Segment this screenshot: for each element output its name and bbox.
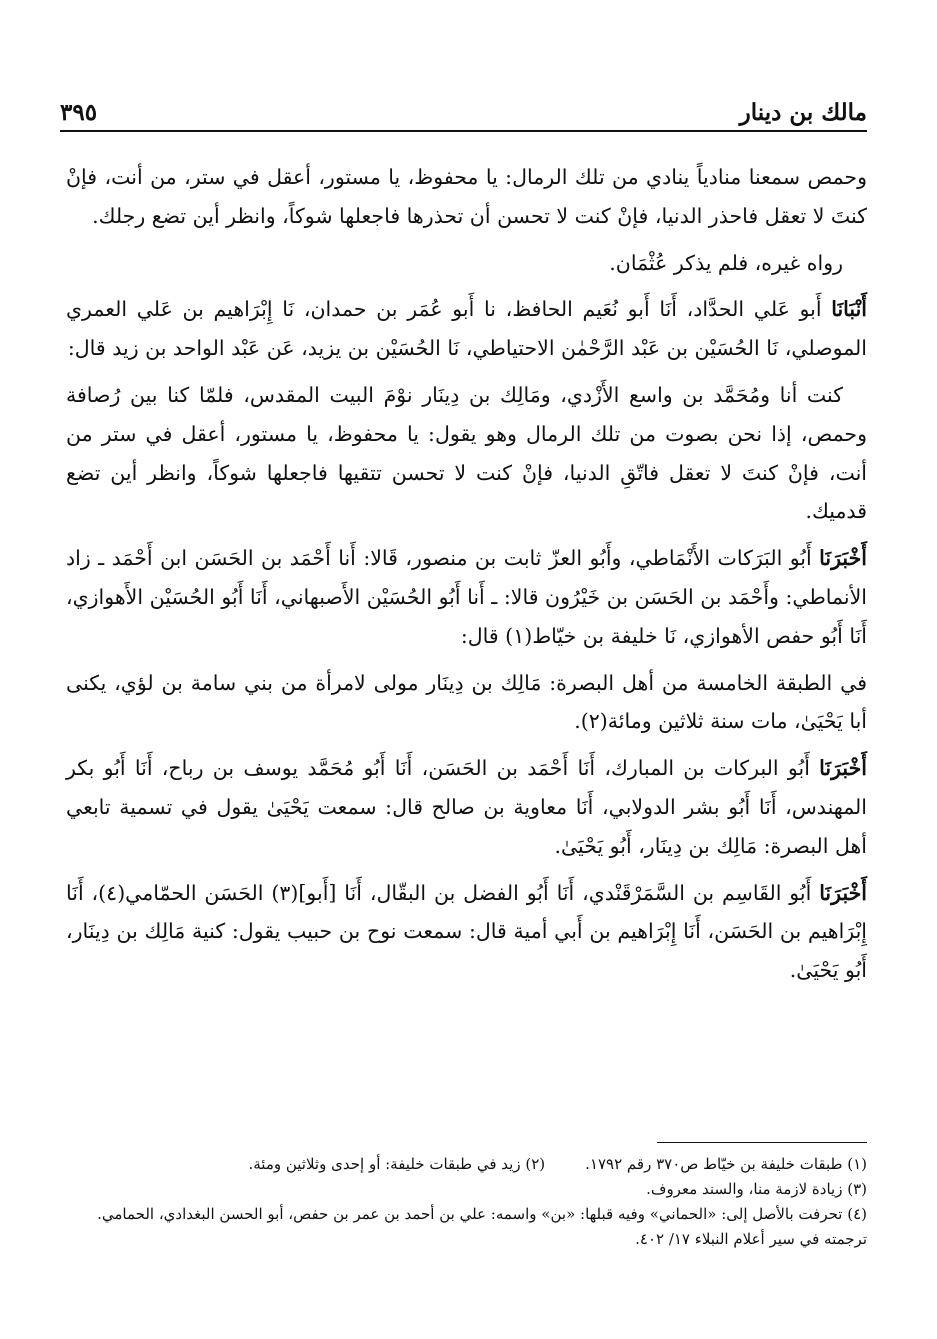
paragraph-text: أَبو عَلي الحدَّاد، أَنَا أَبو نُعَيم الحافظ، نا أَبو عُمَر بن حمدان، نَا إِبْرَاهيم بن عَلي العمري الموصلي، نَا الحُسَيْن بن عَبْد الرَّحْمٰن الاحتياطي، نَا الحُسَيْن بن يزيد، عَن عَبْد الواحد بن زيد قال: xyxy=(66,297,867,361)
paragraph-text: أَبُو القَاسِم بن السَّمَرْقَنْدي، أَنَا أَبُو الفضل بن البقّال، أَنَا [أَبو](٣) الحَسَن الحمّامي(٤)، أَنَا إِبْرَاهيم بن الحَسَن، أَنَا إِبْرَاهيم بن أَبي أمية قال: سمعت نوح بن حبيب يقول: كنية مَالِك بن دِينَار، أَبُو يَحْيَىٰ. xyxy=(66,880,867,983)
footnotes xyxy=(66,1152,867,1252)
paragraph xyxy=(66,244,867,283)
paragraph-text: أَبُو البَرَكات الأَنْمَاطي، وأَبُو العزّ ثابت بن منصور، قَالا: أَنا أَحْمَد بن الحَسَن ابن أَحْمَد ـ زاد الأنماطي: وأَحْمَد بن الحَسَن بن خَيْرُون قالا: ـ أَنا أَبُو الحُسَيْن الأَصبهاني، أَنَا أَبُو الحُسَيْن الأَهوازي، أَنَا أَبُو حفص الأهوازي، نَا خليفة بن خيّاط(١) قال: xyxy=(66,546,867,648)
paragraph-text: كنت أنا ومُحَمَّد بن واسع الأَزْدي، ومَالِك بن دِينَار نوْمَ البيت المقدس، فلمّا كنا بين رُصافة وحمص، إذا نحن بصوت من تلك الرمال وهو يقول: يا محفوظ، يا مستور، أعقل في ستر من أنت، فإنْ كنتَ لا تعقل فاتّقِ الدنيا، فإنْ كنت لا تحسن تتقيها فاجعلها شوكاً، وانظر أين تضع قدميك. xyxy=(66,382,867,524)
footnote-row xyxy=(66,1152,867,1177)
paragraph-text: وحمص سمعنا منادياً ينادي من تلك الرمال: يا محفوظ، يا مستور، أعقل في ستر، من أنت، فإنْ كنتَ لا تعقل فاحذر الدنيا، فإنْ كنت لا تحسن أن تحذرها فاجعلها شوكاً، وانظر أين تضع رجلك. xyxy=(66,165,867,228)
main-text xyxy=(66,158,867,998)
footnote-3: (٣) زيادة لازمة منا، والسند معروف. xyxy=(646,1180,867,1198)
paragraph xyxy=(66,664,867,742)
footnote-2: (٢) زيد في طبقات خليفة: أو إحدى وثلاثين ومئة. xyxy=(248,1155,546,1173)
paragraph-text: أَبُو البركات بن المبارك، أَنَا أَحْمَد بن الحَسَن، أَنَا أَبُو مُحَمَّد يوسف بن رباح، أَنَا أَبُو بكر المهندس، أَنَا أَبُو بشر الدولابي، أَنَا معاوية بن صالح قال: سمعت يَحْيَىٰ يقول في تسمية تابعي أهل البصرة: مَالِك بن دِينَار، أَبُو يَحْيَىٰ. xyxy=(66,756,867,858)
footnote-4: (٤) تحرفت بالأصل إلى: «الحماني» وفيه قبلها: «بن» واسمه: علي بن أحمد بن عمر بن حفص، أبو الحسن البغدادي، الحمامي. ترجمته في سير أعلام النبلاء ١٧/ ٤٠٢. xyxy=(97,1205,867,1248)
running-title: مالك بن دينار xyxy=(739,99,867,126)
paragraph-text: في الطبقة الخامسة من أهل البصرة: مَالِك بن دِينَار مولى لامرأة من بني سامة بن لؤي، يكنى أبا يَحْيَىٰ، مات سنة ثلاثين ومائة(٢). xyxy=(66,670,867,734)
paragraph-text: رواه غيره، فلم يذكر عُثْمَان. xyxy=(609,250,843,275)
isnad-lead: أَخْبَرَنَا xyxy=(819,756,867,781)
isnad-lead: أَخْبَرَنَا xyxy=(819,880,868,905)
header-rule xyxy=(60,130,867,132)
paragraph xyxy=(66,158,867,236)
paragraph xyxy=(66,290,867,368)
page-number: ٣٩٥ xyxy=(60,99,98,126)
isnad-lead: أَنْبَانَا xyxy=(831,297,867,322)
footnote-1: (١) طبقات خليفة بن خيّاط ص٣٧٠ رقم ١٧٩٢. xyxy=(585,1155,867,1173)
page-header xyxy=(60,86,867,126)
paragraph xyxy=(66,874,867,990)
isnad-lead: أَخْبَرَنَا xyxy=(819,546,867,571)
paragraph xyxy=(66,749,867,865)
paragraph xyxy=(66,539,867,655)
footnote-rule xyxy=(657,1142,867,1143)
paragraph xyxy=(66,376,867,531)
